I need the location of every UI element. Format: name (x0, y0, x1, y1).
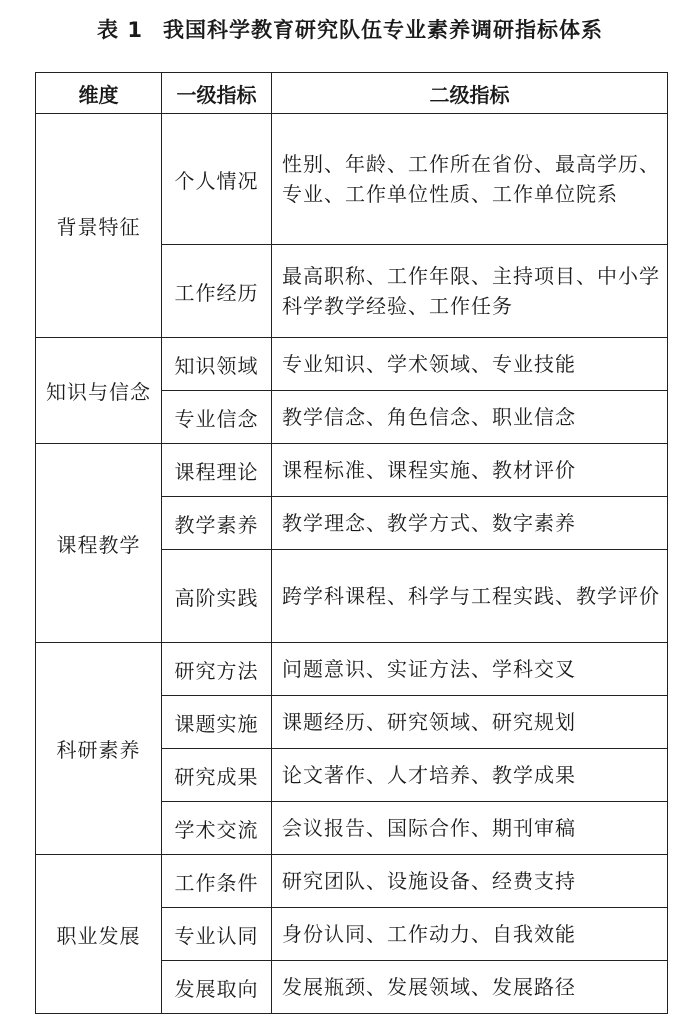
second-level-cell: 专业知识、学术领域、专业技能 (272, 338, 668, 391)
dimension-cell: 知识与信念 (36, 338, 162, 444)
first-level-cell: 课程理论 (162, 444, 272, 497)
second-level-cell: 课程标准、课程实施、教材评价 (272, 444, 668, 497)
header-first-level: 一级指标 (162, 73, 272, 114)
first-level-cell: 学术交流 (162, 802, 272, 855)
header-dimension: 维度 (36, 73, 162, 114)
first-level-cell: 发展取向 (162, 961, 272, 1014)
table-title: 我国科学教育研究队伍专业素养调研指标体系 (162, 18, 603, 42)
header-second-level: 二级指标 (272, 73, 668, 114)
first-level-cell: 研究方法 (162, 643, 272, 696)
table-row (36, 338, 668, 391)
second-level-cell: 身份认同、工作动力、自我效能 (272, 908, 668, 961)
second-level-cell: 课题经历、研究领域、研究规划 (272, 696, 668, 749)
first-level-cell: 专业信念 (162, 391, 272, 444)
indicator-table (35, 72, 668, 1014)
second-level-cell: 教学信念、角色信念、职业信念 (272, 391, 668, 444)
header-row (36, 73, 668, 114)
table-number: 表 1 (97, 18, 143, 42)
second-level-cell: 性别、年龄、工作所在省份、最高学历、专业、工作单位性质、工作单位院系 (272, 114, 668, 245)
first-level-cell: 教学素养 (162, 497, 272, 550)
dimension-cell: 背景特征 (36, 114, 162, 338)
second-level-cell: 问题意识、实证方法、学科交叉 (272, 643, 668, 696)
first-level-cell: 工作条件 (162, 855, 272, 908)
first-level-cell: 知识领域 (162, 338, 272, 391)
second-level-cell: 研究团队、设施设备、经费支持 (272, 855, 668, 908)
table-caption (0, 14, 700, 44)
second-level-cell: 论文著作、人才培养、教学成果 (272, 749, 668, 802)
dimension-cell: 科研素养 (36, 643, 162, 855)
first-level-cell: 课题实施 (162, 696, 272, 749)
first-level-cell: 高阶实践 (162, 550, 272, 643)
table-row (36, 114, 668, 245)
first-level-cell: 工作经历 (162, 245, 272, 338)
second-level-cell: 教学理念、教学方式、数字素养 (272, 497, 668, 550)
dimension-cell: 课程教学 (36, 444, 162, 643)
first-level-cell: 研究成果 (162, 749, 272, 802)
second-level-cell: 最高职称、工作年限、主持项目、中小学科学教学经验、工作任务 (272, 245, 668, 338)
first-level-cell: 个人情况 (162, 114, 272, 245)
first-level-cell: 专业认同 (162, 908, 272, 961)
second-level-cell: 会议报告、国际合作、期刊审稿 (272, 802, 668, 855)
table-row (36, 855, 668, 908)
table-row (36, 643, 668, 696)
second-level-cell: 发展瓶颈、发展领域、发展路径 (272, 961, 668, 1014)
second-level-cell: 跨学科课程、科学与工程实践、教学评价 (272, 550, 668, 643)
dimension-cell: 职业发展 (36, 855, 162, 1014)
table-row (36, 444, 668, 497)
